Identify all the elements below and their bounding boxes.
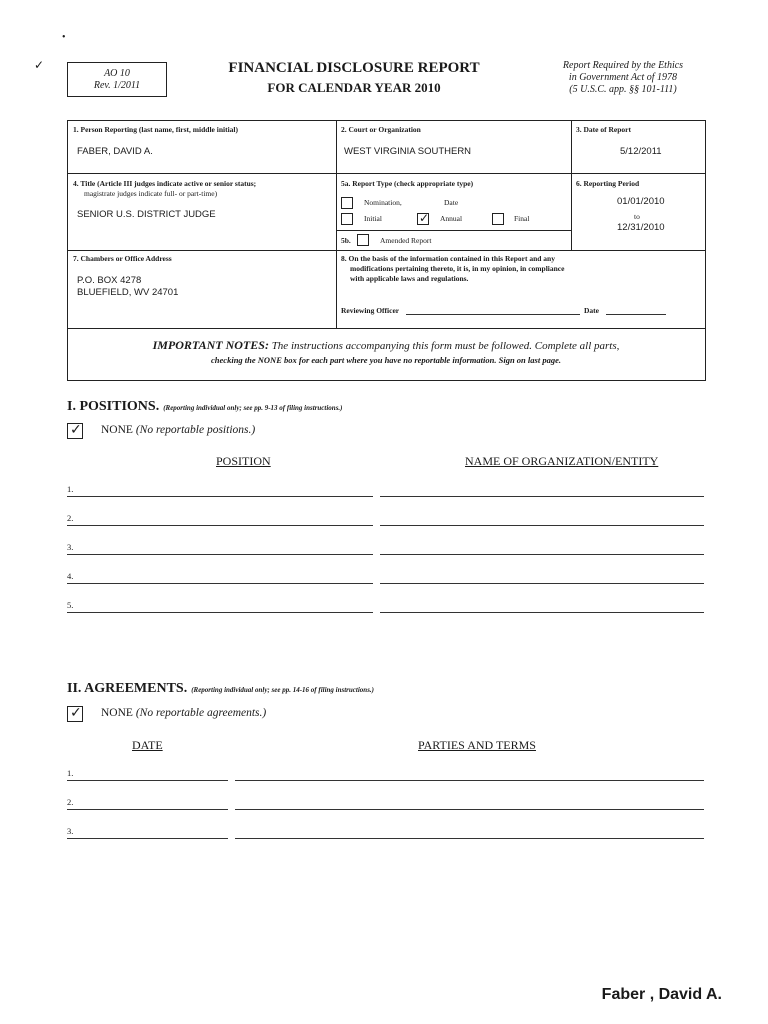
date-report-label: 3. Date of Report <box>576 125 631 134</box>
row-number: 3. <box>67 542 74 552</box>
row-field-right[interactable] <box>380 612 704 613</box>
ethics-note <box>548 60 698 96</box>
final-checkbox[interactable] <box>492 213 504 225</box>
grid-row-1 <box>67 173 706 174</box>
parties-column-header: PARTIES AND TERMS <box>418 738 536 752</box>
initial-checkbox[interactable] <box>341 213 353 225</box>
stray-check-mark: ✓ <box>34 58 45 72</box>
reviewing-officer-line[interactable] <box>406 314 580 315</box>
row-field-right[interactable] <box>235 809 704 810</box>
organization-column-header: NAME OF ORGANIZATION/ENTITY <box>465 454 659 468</box>
review-date-label: Date <box>584 306 599 315</box>
nomination-checkbox[interactable] <box>341 197 353 209</box>
agreements-title: II. AGREEMENTS. <box>67 681 188 696</box>
period-label: 6. Reporting Period <box>576 179 640 188</box>
agreements-instructions: (Reporting individual only; see pp. 14-16 of filing instructions.) <box>191 686 374 694</box>
grid-divider-right <box>571 120 572 250</box>
footer-name: Faber , David A. <box>601 986 722 1003</box>
annual-checkbox[interactable] <box>417 213 429 225</box>
address-line-2[interactable]: BLUEFIELD, WV 24701 <box>77 287 179 298</box>
period-to[interactable]: 12/31/2010 <box>617 222 665 233</box>
row-field-right[interactable] <box>380 583 704 584</box>
row-field-right[interactable] <box>380 554 704 555</box>
agreements-none-label: NONE <box>101 707 133 719</box>
form-revision: Rev. 1/2011 <box>93 80 141 91</box>
date-report-value[interactable]: 5/12/2011 <box>620 146 662 157</box>
title-label-note: magistrate judges indicate full- or part-time) <box>84 189 218 198</box>
form-id-box <box>67 62 167 97</box>
row-number: 1. <box>67 484 74 494</box>
positions-none-checkbox[interactable] <box>67 423 83 439</box>
nomination-label: Nomination, <box>364 198 402 207</box>
row-field-left[interactable] <box>67 612 373 613</box>
notes-heading: IMPORTANT NOTES: <box>152 338 269 352</box>
period-from[interactable]: 01/01/2010 <box>617 196 665 207</box>
ethics-line-1: Report Required by the Ethics <box>562 60 684 71</box>
initial-label: Initial <box>364 214 382 223</box>
address-label: 7. Chambers or Office Address <box>73 254 172 263</box>
amended-checkbox[interactable] <box>357 234 369 246</box>
report-subtitle: FOR CALENDAR YEAR 2010 <box>267 80 441 95</box>
notes-text-2: checking the NONE box for each part where you have no reportable information. Sign on last page. <box>211 355 561 365</box>
date-column-header: DATE <box>132 738 163 752</box>
positions-none-label: NONE <box>101 424 133 436</box>
row-field-right[interactable] <box>235 780 704 781</box>
row-field-right[interactable] <box>235 838 704 839</box>
report-title: FINANCIAL DISCLOSURE REPORT <box>228 60 480 76</box>
form-number: AO 10 <box>104 68 130 79</box>
row-number: 1. <box>67 768 74 778</box>
final-label: Final <box>514 214 530 223</box>
row-field-left[interactable] <box>67 496 373 497</box>
person-label: 1. Person Reporting (last name, first, middle initial) <box>73 125 238 134</box>
row-number: 4. <box>67 571 74 581</box>
row-field-left[interactable] <box>67 583 373 584</box>
amended-prefix: 5b. <box>341 236 351 245</box>
row-number: 2. <box>67 797 74 807</box>
row-field-left[interactable] <box>67 525 373 526</box>
positions-title: I. POSITIONS. <box>67 399 160 414</box>
positions-none-note: (No reportable positions.) <box>135 424 256 436</box>
agreements-none-checkbox[interactable] <box>67 706 83 722</box>
row-field-left[interactable] <box>67 838 228 839</box>
annual-label: Annual <box>440 214 463 223</box>
address-line-1[interactable]: P.O. BOX 4278 <box>77 275 142 286</box>
review-label-2: modifications pertaining thereto, it is, in my opinion, in compliance <box>350 264 565 273</box>
agreements-section-title <box>67 681 374 697</box>
agreements-none-text <box>101 707 266 719</box>
row-field-left[interactable] <box>67 554 373 555</box>
positions-instructions: (Reporting individual only; see pp. 9-13 of filing instructions.) <box>163 404 343 412</box>
nomination-date-label: Date <box>444 198 459 207</box>
amended-label: Amended Report <box>380 236 432 245</box>
notes-text-1: The instructions accompanying this form must be followed. Complete all parts, <box>271 340 620 352</box>
grid-divider-left <box>336 120 337 328</box>
row-field-left[interactable] <box>67 809 228 810</box>
positions-none-text <box>101 424 255 436</box>
grid-row-3 <box>67 328 706 329</box>
row-number: 5. <box>67 600 74 610</box>
reviewing-officer-label: Reviewing Officer <box>341 306 400 315</box>
court-value[interactable]: WEST VIRGINIA SOUTHERN <box>344 146 472 157</box>
positions-section-title <box>67 399 343 415</box>
important-notes <box>68 338 704 365</box>
row-number: 3. <box>67 826 74 836</box>
stray-dot: • <box>62 32 66 43</box>
title-label: 4. Title (Article III judges indicate active or senior status; <box>73 179 257 188</box>
position-column-header: POSITION <box>216 454 271 468</box>
row-field-right[interactable] <box>380 496 704 497</box>
court-label: 2. Court or Organization <box>341 125 421 134</box>
row-field-right[interactable] <box>380 525 704 526</box>
person-value[interactable]: FABER, DAVID A. <box>77 146 153 157</box>
grid-row-2 <box>67 250 706 251</box>
review-label-1: 8. On the basis of the information contained in this Report and any <box>341 254 555 263</box>
grid-row-5b <box>336 230 571 231</box>
review-date-line[interactable] <box>606 314 666 315</box>
title-value[interactable]: SENIOR U.S. DISTRICT JUDGE <box>77 209 216 220</box>
period-to-word: to <box>634 212 640 221</box>
ethics-line-2: in Government Act of 1978 <box>568 72 678 83</box>
agreements-none-note: (No reportable agreements.) <box>135 707 267 719</box>
row-number: 2. <box>67 513 74 523</box>
report-type-label: 5a. Report Type (check appropriate type) <box>341 179 474 188</box>
review-label-3: with applicable laws and regulations. <box>350 274 469 283</box>
ethics-line-3: (5 U.S.C. app. §§ 101-111) <box>569 84 677 95</box>
row-field-left[interactable] <box>67 780 228 781</box>
